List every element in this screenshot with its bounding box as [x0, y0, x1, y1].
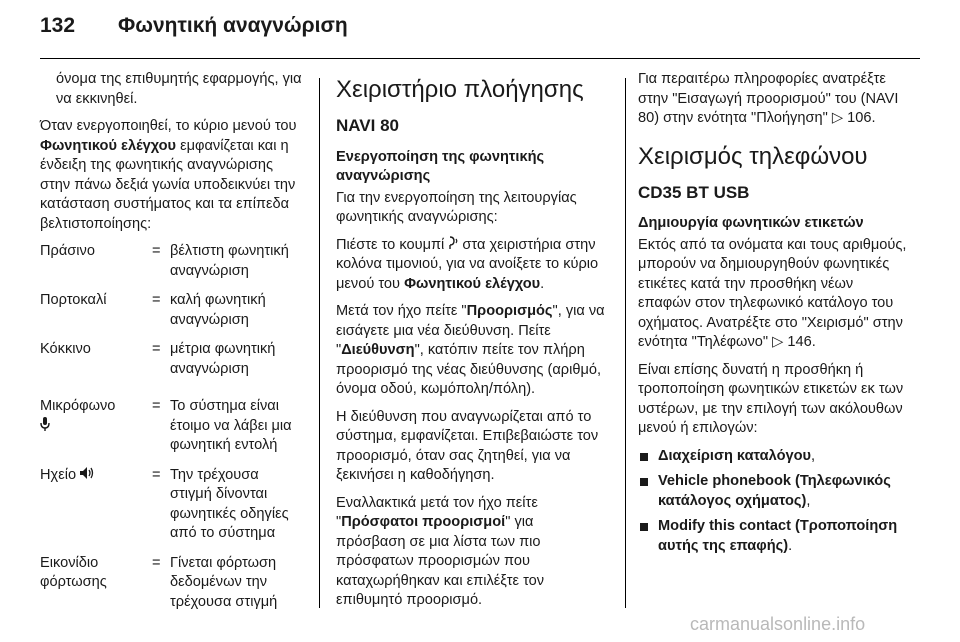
paragraph-confirm: Η διεύθυνση που αναγνωρίζεται από το σύστημα, εμφανίζεται. Επιβεβαιώστε τον προορισμό, όταν σας ζητηθεί, για να ξεκινήσει η καθοδήγηση.	[336, 408, 599, 483]
status-row-microphone: Μικρόφωνο = Το σύστημα είναι έτοιμο να λάβει μια φωνητική εντολή	[40, 398, 292, 453]
paragraph-press-button: Πιέστε το κουμπί στα χειριστήρια στην κολόνα τιμονιού, για να ανοίξετε το κύριο μενού του Φωνητικού ελέγχου.	[336, 236, 599, 292]
paragraph-modify-tags: Είναι επίσης δυνατή η προσθήκη ή τροποποίηση φωνητικών ετικετών εκ των υστέρων, με την επιλογή των ακόλουθων μενού ή επιλογών:	[638, 361, 904, 436]
status-row-speaker: Ηχείο = Την τρέχουσα στιγμή δίνονται φωνητικές οδηγίες από το σύστημα	[40, 466, 289, 541]
paragraph-activation-intro: Για την ενεργοποίηση της λειτουργίας φωνητικής αναγνώρισης:	[336, 189, 577, 225]
paragraph-activation: Όταν ενεργοποιηθεί, το κύριο μενού του Φωνητικού ελέγχου εμφανίζεται και η ένδειξη της φωνητικής αναγνώρισης στην πάνω δεξιά γωνία υποδεικνύει την κατάσταση συστήματος και τα επίπεδα βελτιστοποίησης:	[40, 118, 297, 232]
speaker-icon	[80, 466, 96, 486]
watermark: carmanualsonline.info	[690, 614, 866, 634]
list-item: Vehicle phonebook (Τηλεφωνικός κατάλογος οχήματος),	[638, 472, 908, 511]
page-ref-arrow-icon: ▷	[831, 110, 844, 126]
paragraph-destination: Μετά τον ήχο πείτε "Προορισμός", για να εισάγετε μια νέα διεύθυνση. Πείτε "Διεύθυνση", κατόπιν πείτε τον πλήρη προορισμό της νέας διεύθυνσης (αριθμό, όνομα οδού, κωμόπολη/πόλη).	[336, 303, 605, 397]
status-row-orange: Πορτοκαλί = καλή φωνητική αναγνώριση	[40, 292, 266, 328]
column-2	[336, 70, 606, 619]
page-number: 132	[40, 14, 76, 37]
paragraph-recent: Εναλλακτικά μετά τον ήχο πείτε "Πρόσφατοι προορισμοί" για πρόσβαση σε μια λίστα των πιο πρόσφατων προορισμών που καταχωρήθηκαν και επιλέξτε τον επιθυμητό προορισμό.	[336, 494, 545, 608]
section-title-voice-tags: Δημιουργία φωνητικών ετικετών	[638, 215, 864, 231]
column-divider-2	[625, 78, 626, 608]
microphone-icon	[40, 417, 50, 438]
paragraph-app-name: όνομα της επιθυμητής εφαρμογής, για να εκκινηθεί.	[56, 71, 302, 107]
menu-options-list	[638, 447, 908, 557]
page-header	[0, 0, 960, 62]
status-row-red: Κόκκινο = μέτρια φωνητική αναγνώριση	[40, 341, 276, 377]
voice-control-term: Φωνητικού ελέγχου	[40, 137, 177, 154]
status-row-green: Πράσινο = βέλτιστη φωνητική αναγνώριση	[40, 243, 289, 279]
list-item: Διαχείριση καταλόγου,	[638, 447, 908, 467]
column-3	[638, 70, 908, 562]
subheading-cd35: CD35 BT USB	[638, 182, 750, 202]
column-1	[40, 70, 302, 622]
page-ref-arrow-icon: ▷	[772, 334, 784, 350]
page-title: Φωνητική αναγνώριση	[118, 14, 348, 37]
subheading-navi80: NAVI 80	[336, 116, 399, 135]
paragraph-further-info: Για περαιτέρω πληροφορίες ανατρέξτε στην "Εισαγωγή προορισμού" του (NAVI 80) στην ενότητα "Πλοήγηση" ▷ 106.	[638, 71, 899, 126]
section-heading-navigation-controls: Χειριστήριο πλοήγησης	[336, 76, 584, 103]
list-item: Modify this contact (Τροποποίηση αυτής της επαφής).	[638, 517, 908, 556]
section-heading-phone-control: Χειρισμός τηλεφώνου	[638, 142, 868, 170]
column-divider-1	[319, 78, 320, 608]
voice-button-icon	[448, 236, 458, 256]
header-rule	[40, 58, 920, 59]
paragraph-voice-tags: Εκτός από τα ονόματα και τους αριθμούς, μπορούν να δημιουργηθούν φωνητικές ετικέτες κατά την προσθήκη νέων επαφών στον τηλεφωνικό κατάλογο του οχήματος. Ανατρέξτε στο "Χειρισμό" στην ενότητα "Τηλέφωνο" ▷ 146.	[638, 236, 907, 350]
status-row-loading: Εικονίδιο φόρτωσης = Γίνεται φόρτωση δεδομένων την τρέχουσα στιγμή	[40, 554, 278, 610]
section-title-activation: Ενεργοποίηση της φωνητικής αναγνώρισης	[336, 148, 545, 184]
